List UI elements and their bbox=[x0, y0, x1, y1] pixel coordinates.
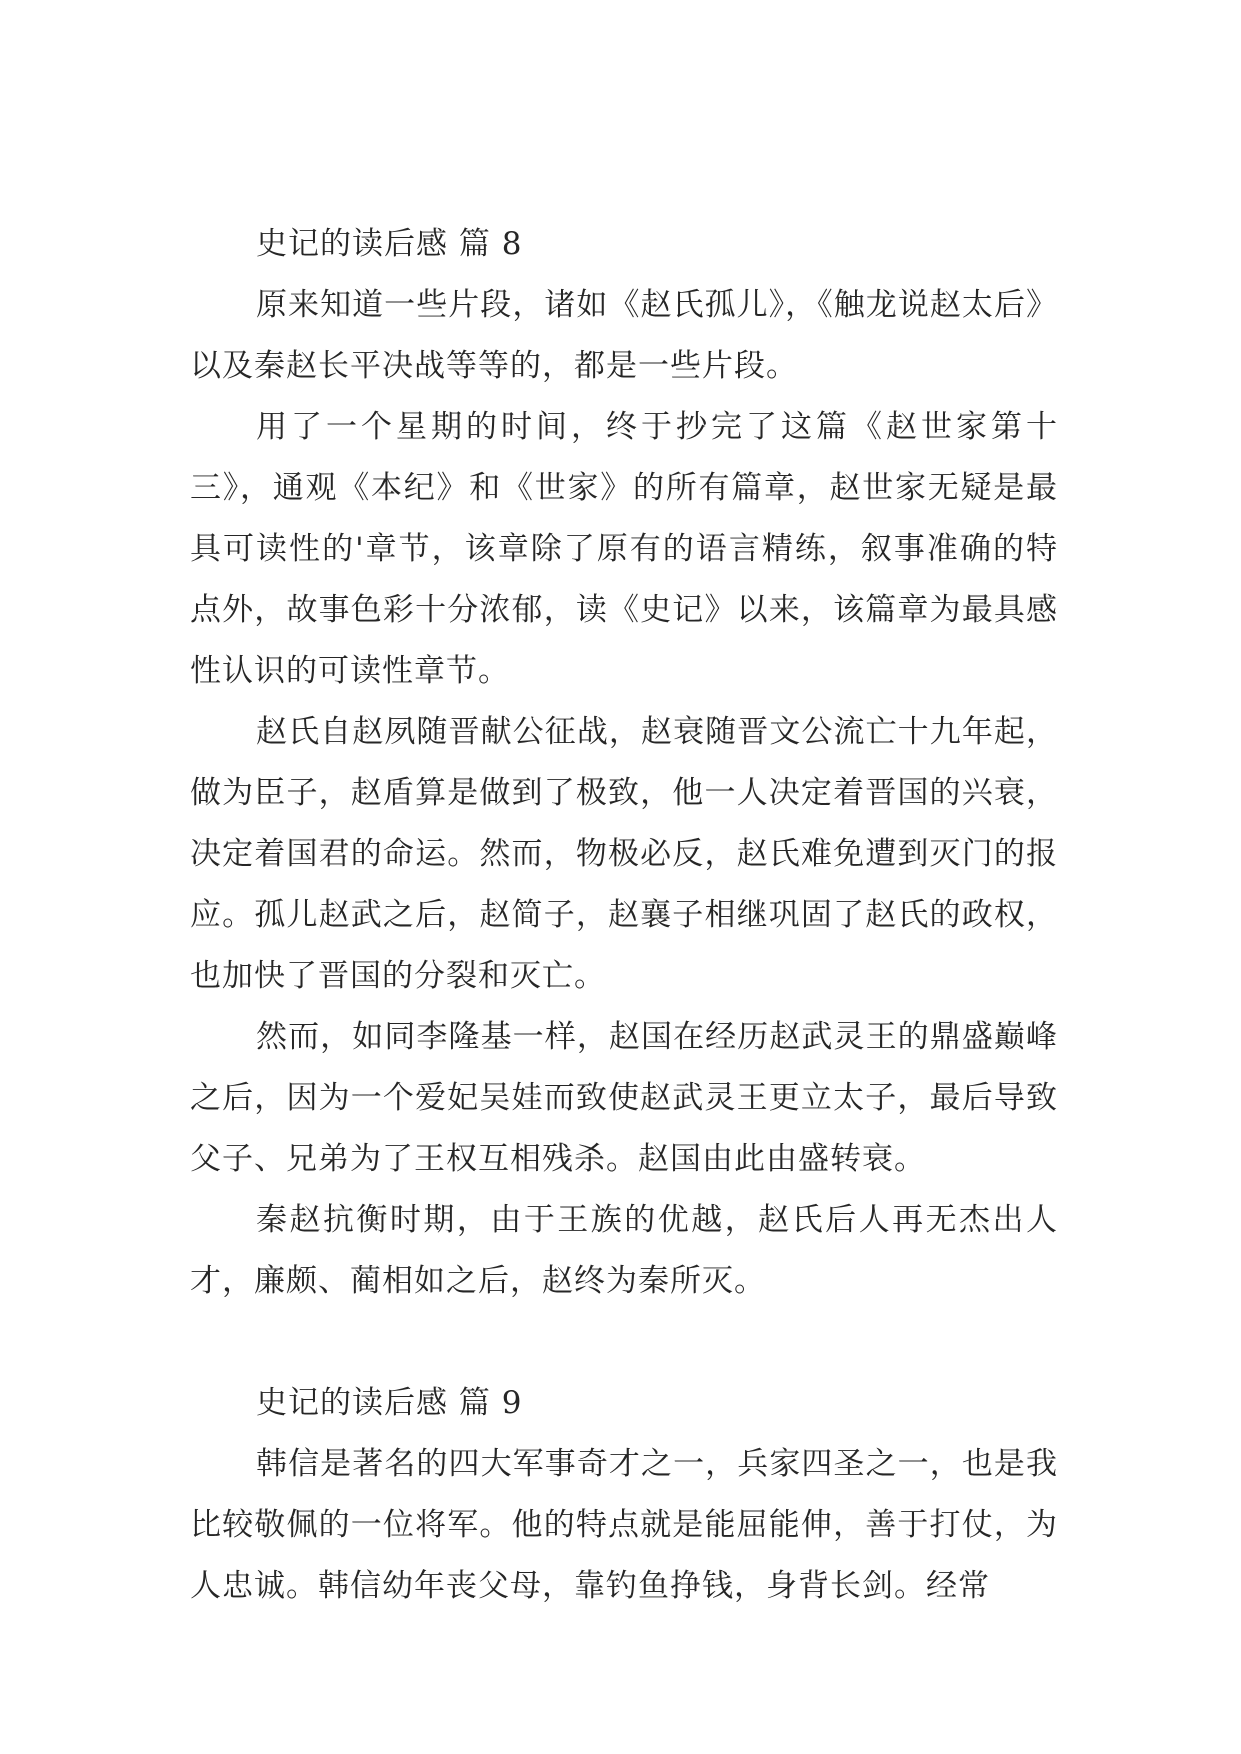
section-8 bbox=[190, 214, 1058, 1312]
section-heading: 史记的读后感 篇 8 bbox=[256, 226, 523, 262]
document-body bbox=[190, 214, 1058, 1617]
paragraph: 然而，如同李隆基一样，赵国在经历赵武灵王的鼎盛巅峰之后，因为一个爱妃吴娃而致使赵武灵王更立太子，最后导致父子、兄弟为了王权互相残杀。赵国由此由盛转衰。 bbox=[190, 1019, 1058, 1177]
section-heading: 史记的读后感 篇 9 bbox=[256, 1385, 523, 1421]
paragraph: 韩信是著名的四大军事奇才之一，兵家四圣之一，也是我比较敬佩的一位将军。他的特点就是能屈能伸，善于打仗，为人忠诚。韩信幼年丧父母，靠钓鱼挣钱，身背长剑。经常 bbox=[190, 1446, 1058, 1604]
section-9 bbox=[190, 1373, 1058, 1617]
paragraph: 原来知道一些片段，诸如《赵氏孤儿》，《触龙说赵太后》以及秦赵长平决战等等的，都是一些片段。 bbox=[190, 287, 1058, 384]
paragraph: 赵氏自赵夙随晋献公征战，赵衰随晋文公流亡十九年起，做为臣子，赵盾算是做到了极致，他一人决定着晋国的兴衰，决定着国君的命运。然而，物极必反，赵氏难免遭到灭门的报应。孤儿赵武之后，赵简子，赵襄子相继巩固了赵氏的政权，也加快了晋国的分裂和灭亡。 bbox=[190, 714, 1058, 994]
paragraph: 秦赵抗衡时期，由于王族的优越，赵氏后人再无杰出人才，廉颇、蔺相如之后，赵终为秦所灭。 bbox=[190, 1202, 1058, 1299]
paragraph: 用了一个星期的时间，终于抄完了这篇《赵世家第十三》，通观《本纪》和《世家》的所有篇章，赵世家无疑是最具可读性的'章节，该章除了原有的语言精练，叙事准确的特点外，故事色彩十分浓郁，读《史记》以来，该篇章为最具感性认识的可读性章节。 bbox=[190, 409, 1058, 689]
